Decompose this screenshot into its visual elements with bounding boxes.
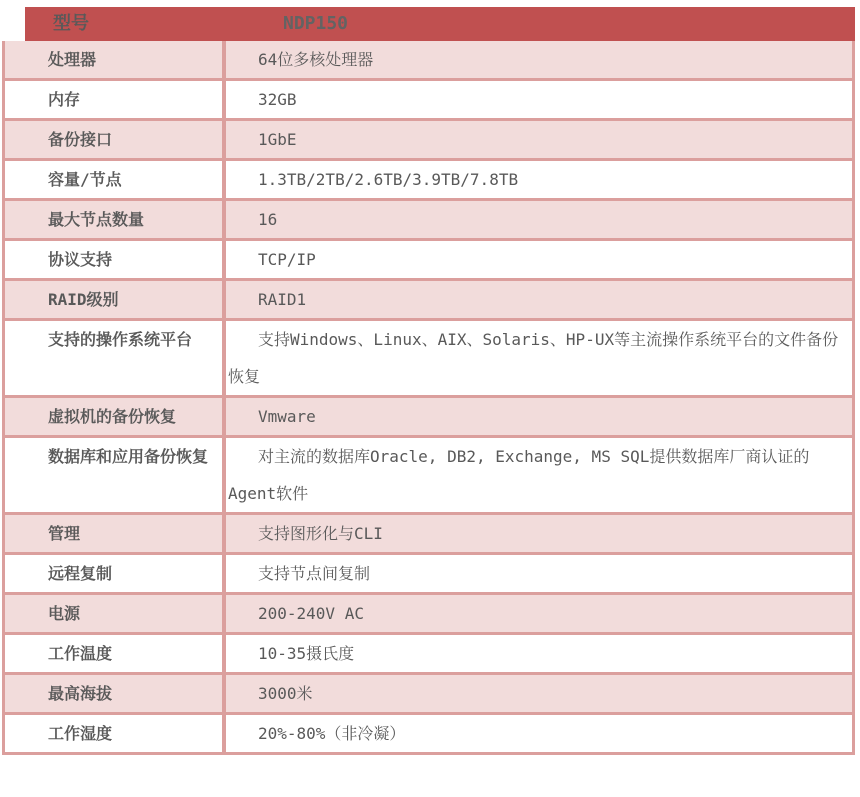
table-row (5, 595, 852, 635)
spec-value-cell (226, 81, 852, 118)
spec-label: 工作湿度 (48, 724, 113, 743)
spec-label-cell (5, 675, 226, 712)
spec-value: RAID1 (258, 290, 307, 309)
table-row (5, 201, 852, 241)
spec-value: 3000米 (258, 684, 313, 703)
spec-value: 支持Windows、Linux、AIX、Solaris、HP-UX等主流操作系统平台的文件备份恢复 (228, 330, 839, 386)
spec-value-cell (226, 398, 852, 435)
spec-table (2, 7, 855, 755)
table-row (5, 715, 852, 755)
spec-label: 支持的操作系统平台 (48, 330, 193, 349)
spec-value: 支持图形化与CLI (258, 524, 383, 543)
spec-value: TCP/IP (258, 250, 316, 269)
spec-label: 远程复制 (48, 564, 113, 583)
spec-label: 管理 (48, 524, 81, 543)
header-model-value: NDP150 (283, 13, 349, 34)
spec-label: 协议支持 (48, 250, 113, 269)
table-row (5, 321, 852, 398)
spec-value-cell (226, 121, 852, 158)
spec-value-cell (226, 675, 852, 712)
spec-value-cell (226, 241, 852, 278)
spec-value: 16 (258, 210, 278, 229)
table-header-row (25, 7, 855, 41)
table-row (5, 635, 852, 675)
spec-label-cell (5, 715, 226, 752)
table-row (5, 81, 852, 121)
spec-label: 最大节点数量 (48, 210, 145, 229)
spec-value: Vmware (258, 407, 316, 426)
spec-label-cell (5, 241, 226, 278)
spec-value-cell (226, 438, 852, 512)
spec-label: RAID级别 (48, 290, 119, 309)
spec-label-cell (5, 398, 226, 435)
spec-value: 200-240V AC (258, 604, 364, 623)
spec-label-cell (5, 161, 226, 198)
spec-label: 备份接口 (48, 130, 113, 149)
spec-label: 数据库和应用备份恢复 (48, 447, 209, 466)
table-row (5, 281, 852, 321)
table-row (5, 555, 852, 595)
spec-value: 20%-80%（非冷凝） (258, 724, 406, 743)
table-body (2, 41, 855, 755)
spec-value-cell (226, 281, 852, 318)
spec-label-cell (5, 635, 226, 672)
spec-label-cell (5, 281, 226, 318)
spec-label-cell (5, 41, 226, 78)
table-row (5, 41, 852, 81)
spec-label: 虚拟机的备份恢复 (48, 407, 177, 426)
spec-label-cell (5, 321, 226, 395)
spec-value-cell (226, 201, 852, 238)
spec-label-cell (5, 201, 226, 238)
spec-value-cell (226, 321, 852, 395)
spec-value-cell (226, 635, 852, 672)
table-row (5, 121, 852, 161)
spec-value: 10-35摄氏度 (258, 644, 355, 663)
header-model-label: 型号 (53, 13, 89, 34)
spec-value-cell (226, 41, 852, 78)
spec-value-cell (226, 715, 852, 752)
spec-value-cell (226, 161, 852, 198)
spec-value: 1GbE (258, 130, 297, 149)
spec-label: 内存 (48, 90, 81, 109)
table-row (5, 438, 852, 515)
spec-value: 64位多核处理器 (258, 50, 374, 69)
spec-value-cell (226, 515, 852, 552)
spec-label: 工作温度 (48, 644, 113, 663)
spec-label-cell (5, 595, 226, 632)
table-row (5, 675, 852, 715)
spec-label-cell (5, 515, 226, 552)
spec-label: 容量/节点 (48, 170, 122, 189)
spec-value: 对主流的数据库Oracle, DB2, Exchange, MS SQL提供数据库厂商认证的Agent软件 (228, 447, 810, 503)
table-row (5, 515, 852, 555)
spec-value-cell (226, 595, 852, 632)
spec-label-cell (5, 81, 226, 118)
spec-label: 最高海拔 (48, 684, 113, 703)
table-row (5, 241, 852, 281)
spec-value: 32GB (258, 90, 297, 109)
table-row (5, 161, 852, 201)
spec-label: 处理器 (48, 50, 97, 69)
spec-label-cell (5, 438, 226, 512)
spec-value-cell (226, 555, 852, 592)
spec-label-cell (5, 555, 226, 592)
table-row (5, 398, 852, 438)
spec-value: 支持节点间复制 (258, 564, 371, 583)
spec-value: 1.3TB/2TB/2.6TB/3.9TB/7.8TB (258, 170, 519, 189)
spec-label-cell (5, 121, 226, 158)
spec-label: 电源 (48, 604, 81, 623)
